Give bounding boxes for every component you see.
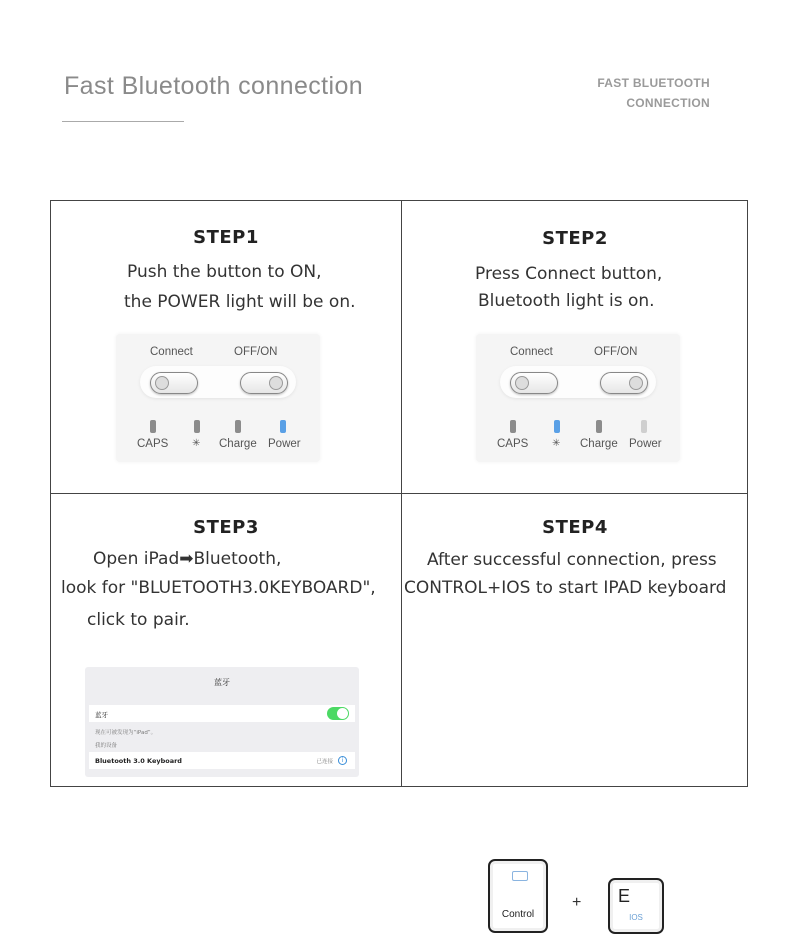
power-switch[interactable] xyxy=(240,372,288,394)
device-status: 已连接 xyxy=(316,759,333,765)
control-key-label: Control xyxy=(501,909,535,920)
ipad-bluetooth-settings xyxy=(85,667,359,777)
power-switch-knob xyxy=(269,376,283,390)
charge-led xyxy=(596,420,602,433)
step2-line1: Press Connect button, xyxy=(475,264,663,284)
step2-cell xyxy=(402,201,748,493)
charge-led xyxy=(235,420,241,433)
offon-label: OFF/ON xyxy=(234,346,278,358)
power-led xyxy=(280,420,286,433)
power-label: Power xyxy=(629,438,662,450)
caps-label: CAPS xyxy=(497,438,529,450)
my-devices-header: 我的设备 xyxy=(95,743,118,749)
power-switch[interactable] xyxy=(600,372,648,394)
bluetooth-icon: ✳ xyxy=(552,438,561,449)
connect-button-knob xyxy=(515,376,529,390)
bluetooth-toggle[interactable] xyxy=(327,707,349,720)
step3-line2: look for "BLUETOOTH3.0KEYBOARD", xyxy=(61,578,376,598)
bluetooth-led xyxy=(194,420,200,433)
side-title-line2: CONNECTION xyxy=(626,96,710,110)
step2-line2: Bluetooth light is on. xyxy=(478,291,655,311)
step3-title: STEP3 xyxy=(193,517,259,538)
step2-title: STEP2 xyxy=(542,228,608,249)
step1-cell xyxy=(51,201,401,493)
connect-button[interactable] xyxy=(510,372,558,394)
step1-line1: Push the button to ON, xyxy=(127,262,322,282)
connect-button-knob xyxy=(155,376,169,390)
device-name: Bluetooth 3.0 Keyboard xyxy=(95,757,182,765)
ios-key xyxy=(608,878,664,934)
step3-line3: click to pair. xyxy=(87,610,190,630)
ios-key-letter: E xyxy=(617,886,630,906)
bluetooth-icon: ✳ xyxy=(192,438,201,449)
connect-button[interactable] xyxy=(150,372,198,394)
connect-label: Connect xyxy=(150,346,193,358)
caps-led xyxy=(150,420,156,433)
side-title-line1: FAST BLUETOOTH xyxy=(597,76,710,90)
power-switch-knob xyxy=(629,376,643,390)
ios-key-label: IOS xyxy=(629,913,643,922)
step3-line1: Open iPad➡Bluetooth, xyxy=(93,549,282,569)
step4-cell xyxy=(402,494,748,922)
power-label: Power xyxy=(268,438,301,450)
title-underline xyxy=(62,121,184,122)
step3-cell xyxy=(51,494,401,787)
connect-label: Connect xyxy=(510,346,553,358)
step1-line2: the POWER light will be on. xyxy=(124,292,356,312)
steps-grid xyxy=(50,200,748,922)
caps-led xyxy=(510,420,516,433)
bluetooth-row-label: 蓝牙 xyxy=(95,711,108,719)
device-row[interactable] xyxy=(89,752,355,769)
offon-label: OFF/ON xyxy=(594,346,638,358)
bluetooth-row[interactable] xyxy=(89,705,355,722)
step1-device-panel xyxy=(116,334,320,462)
plus-sign: + xyxy=(572,894,582,911)
step4-title: STEP4 xyxy=(542,517,608,538)
charge-label: Charge xyxy=(219,438,257,450)
control-key xyxy=(488,859,548,933)
step2-device-panel xyxy=(476,334,680,462)
caps-label: CAPS xyxy=(137,438,169,450)
keyboard-icon xyxy=(512,871,528,881)
step4-line2: CONTROL+IOS to start IPAD keyboard xyxy=(404,578,727,598)
settings-header: 蓝牙 xyxy=(214,678,230,687)
bluetooth-led xyxy=(554,420,560,433)
info-icon[interactable]: i xyxy=(338,756,347,765)
charge-label: Charge xyxy=(580,438,618,450)
power-led xyxy=(641,420,647,433)
step4-line1: After successful connection, press xyxy=(427,550,717,570)
step1-title: STEP1 xyxy=(193,227,259,248)
discoverable-note: 现在可被发现为“iPad”。 xyxy=(95,730,157,736)
page-title: Fast Bluetooth connection xyxy=(64,72,364,100)
side-title xyxy=(597,73,710,113)
